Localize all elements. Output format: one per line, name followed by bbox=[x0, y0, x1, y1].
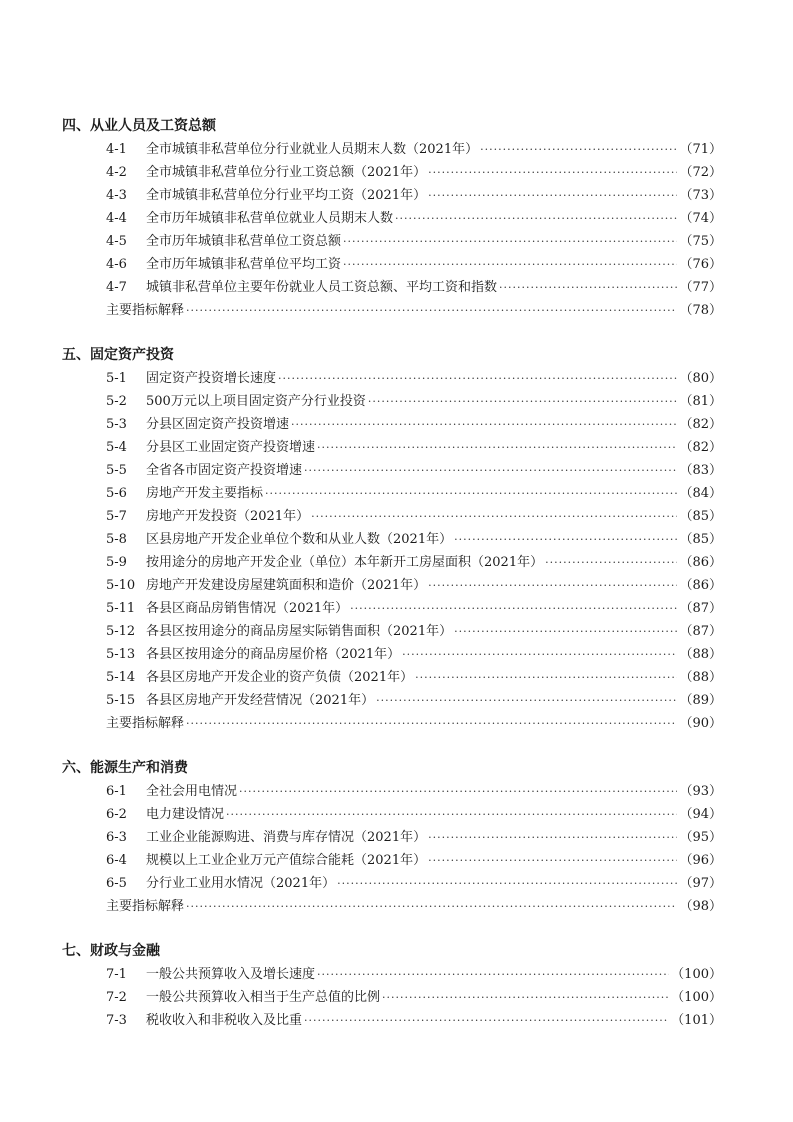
dot-leader bbox=[317, 963, 669, 986]
entry-title: 全市城镇非私营单位分行业工资总额（2021年） bbox=[146, 165, 427, 180]
entry-page: （81） bbox=[679, 394, 722, 409]
toc-entry[interactable] bbox=[62, 528, 722, 551]
entry-number: 5-8 bbox=[106, 532, 127, 547]
entry-title: 各县区房地产开发企业的资产负债（2021年） bbox=[146, 670, 414, 685]
toc-entry[interactable] bbox=[62, 574, 722, 597]
entry-page: （88） bbox=[679, 670, 722, 685]
entry-number: 6-4 bbox=[106, 853, 127, 868]
dot-leader bbox=[368, 390, 678, 413]
toc-entry[interactable] bbox=[62, 459, 722, 482]
entry-page: （93） bbox=[679, 784, 722, 799]
toc-entry[interactable] bbox=[62, 413, 722, 436]
dot-leader bbox=[239, 780, 677, 803]
entry-title: 城镇非私营单位主要年份就业人员工资总额、平均工资和指数 bbox=[146, 280, 498, 295]
entry-page: （88） bbox=[679, 647, 722, 662]
entry-number: 4-7 bbox=[106, 280, 127, 295]
entry-number: 4-1 bbox=[106, 142, 127, 157]
entry-number: 5-15 bbox=[106, 693, 136, 708]
entry-title: 分县区固定资产投资增速 bbox=[146, 417, 290, 432]
entry-page: （80） bbox=[679, 371, 722, 386]
entry-title: 全市城镇非私营单位分行业平均工资（2021年） bbox=[146, 188, 427, 203]
dot-leader bbox=[343, 230, 677, 253]
dot-leader bbox=[499, 276, 677, 299]
dot-leader bbox=[395, 207, 677, 230]
entry-title: 全市历年城镇非私营单位就业人员期末人数 bbox=[146, 211, 394, 226]
dot-leader bbox=[304, 459, 677, 482]
entry-title: 分行业工业用水情况（2021年） bbox=[146, 876, 336, 891]
entry-title: 电力建设情况 bbox=[146, 807, 225, 822]
dot-leader bbox=[337, 872, 677, 895]
entry-title: 税收收入和非税收入及比重 bbox=[146, 1013, 303, 1028]
toc-entry[interactable] bbox=[62, 666, 722, 689]
entry-number: 5-14 bbox=[106, 670, 136, 685]
toc-entry[interactable] bbox=[62, 276, 722, 299]
entry-title: 按用途分的房地产开发企业（单位）本年新开工房屋面积（2021年） bbox=[146, 555, 544, 570]
entry-title: 房地产开发建设房屋建筑面积和造价（2021年） bbox=[146, 578, 427, 593]
entry-title: 一般公共预算收入及增长速度 bbox=[146, 967, 316, 982]
toc-entry[interactable] bbox=[62, 780, 722, 803]
entry-title: 主要指标解释 bbox=[106, 899, 185, 914]
entry-page: （75） bbox=[679, 234, 722, 249]
entry-title: 房地产开发投资（2021年） bbox=[146, 509, 310, 524]
table-of-contents bbox=[62, 115, 722, 1054]
toc-section bbox=[62, 940, 722, 1032]
entry-number: 5-12 bbox=[106, 624, 136, 639]
entry-page: （85） bbox=[679, 532, 722, 547]
entry-page: （82） bbox=[679, 440, 722, 455]
toc-entry[interactable] bbox=[62, 436, 722, 459]
entry-page: （101） bbox=[671, 1013, 722, 1028]
dot-leader bbox=[545, 551, 677, 574]
toc-entry[interactable] bbox=[62, 643, 722, 666]
entry-title: 一般公共预算收入相当于生产总值的比例 bbox=[146, 990, 381, 1005]
entry-page: （73） bbox=[679, 188, 722, 203]
entry-number: 5-7 bbox=[106, 509, 127, 524]
dot-leader bbox=[480, 138, 677, 161]
dot-leader bbox=[317, 436, 677, 459]
dot-leader bbox=[304, 1009, 669, 1032]
toc-entry[interactable] bbox=[62, 230, 722, 253]
toc-entry[interactable] bbox=[62, 161, 722, 184]
entry-page: （86） bbox=[679, 578, 722, 593]
entry-page: （77） bbox=[679, 280, 722, 295]
entry-page: （97） bbox=[679, 876, 722, 891]
toc-entry[interactable] bbox=[62, 184, 722, 207]
toc-entry[interactable] bbox=[62, 826, 722, 849]
toc-entry[interactable] bbox=[62, 551, 722, 574]
entry-page: （72） bbox=[679, 165, 722, 180]
dot-leader bbox=[265, 482, 677, 505]
entry-number: 6-3 bbox=[106, 830, 127, 845]
entry-title: 区县房地产开发企业单位个数和从业人数（2021年） bbox=[146, 532, 453, 547]
entry-number: 5-10 bbox=[106, 578, 136, 593]
entry-number: 5-4 bbox=[106, 440, 127, 455]
entry-number: 4-5 bbox=[106, 234, 127, 249]
toc-entry[interactable] bbox=[62, 620, 722, 643]
entry-number: 5-9 bbox=[106, 555, 127, 570]
toc-entry[interactable] bbox=[62, 803, 722, 826]
entry-title: 各县区按用途分的商品房屋实际销售面积（2021年） bbox=[146, 624, 453, 639]
entry-number: 7-3 bbox=[106, 1013, 127, 1028]
toc-entry[interactable] bbox=[62, 207, 722, 230]
entry-page: （100） bbox=[671, 990, 722, 1005]
entry-number: 5-2 bbox=[106, 394, 127, 409]
dot-leader bbox=[428, 161, 677, 184]
dot-leader bbox=[186, 299, 677, 322]
entry-page: （90） bbox=[679, 716, 722, 731]
entry-number: 4-2 bbox=[106, 165, 127, 180]
entry-number: 6-2 bbox=[106, 807, 127, 822]
dot-leader bbox=[186, 712, 677, 735]
entry-number: 5-6 bbox=[106, 486, 127, 501]
entry-page: （84） bbox=[679, 486, 722, 501]
entry-title: 全市历年城镇非私营单位平均工资 bbox=[146, 257, 342, 272]
entry-title: 500万元以上项目固定资产分行业投资 bbox=[146, 394, 366, 409]
toc-entry[interactable] bbox=[62, 138, 722, 161]
entry-number: 7-2 bbox=[106, 990, 127, 1005]
entry-number: 7-1 bbox=[106, 967, 127, 982]
entry-number: 4-4 bbox=[106, 211, 127, 226]
entry-number: 5-5 bbox=[106, 463, 127, 478]
dot-leader bbox=[291, 413, 677, 436]
section-title: 四、从业人员及工资总额 bbox=[62, 118, 216, 134]
entry-page: （83） bbox=[679, 463, 722, 478]
dot-leader bbox=[226, 803, 677, 826]
dot-leader bbox=[454, 528, 677, 551]
toc-entry[interactable] bbox=[62, 895, 722, 918]
entry-page: （76） bbox=[679, 257, 722, 272]
entry-page: （89） bbox=[679, 693, 722, 708]
section-title: 七、财政与金融 bbox=[62, 943, 160, 959]
entry-page: （86） bbox=[679, 555, 722, 570]
entry-page: （87） bbox=[679, 601, 722, 616]
toc-section bbox=[62, 757, 722, 918]
entry-number: 5-1 bbox=[106, 371, 127, 386]
entry-page: （78） bbox=[679, 303, 722, 318]
toc-entry[interactable] bbox=[62, 963, 722, 986]
entry-page: （71） bbox=[679, 142, 722, 157]
toc-entry[interactable] bbox=[62, 597, 722, 620]
entry-page: （85） bbox=[679, 509, 722, 524]
dot-leader bbox=[350, 597, 677, 620]
dot-leader bbox=[343, 253, 677, 276]
entry-number: 5-11 bbox=[106, 601, 136, 616]
entry-page: （98） bbox=[679, 899, 722, 914]
toc-entry[interactable] bbox=[62, 390, 722, 413]
dot-leader bbox=[415, 666, 677, 689]
entry-number: 6-5 bbox=[106, 876, 127, 891]
toc-section bbox=[62, 344, 722, 735]
entry-title: 全社会用电情况 bbox=[146, 784, 238, 799]
entry-page: （74） bbox=[679, 211, 722, 226]
entry-title: 主要指标解释 bbox=[106, 303, 185, 318]
toc-entry[interactable] bbox=[62, 712, 722, 735]
entry-title: 工业企业能源购进、消费与库存情况（2021年） bbox=[146, 830, 427, 845]
entry-title: 各县区商品房销售情况（2021年） bbox=[146, 601, 349, 616]
entry-title: 主要指标解释 bbox=[106, 716, 185, 731]
section-title: 五、固定资产投资 bbox=[62, 347, 174, 363]
entry-title: 全省各市固定资产投资增速 bbox=[146, 463, 303, 478]
dot-leader bbox=[278, 367, 677, 390]
toc-entry[interactable] bbox=[62, 1009, 722, 1032]
entry-title: 固定资产投资增长速度 bbox=[146, 371, 277, 386]
toc-entry[interactable] bbox=[62, 505, 722, 528]
toc-entry[interactable] bbox=[62, 872, 722, 895]
toc-entry[interactable] bbox=[62, 253, 722, 276]
entry-page: （96） bbox=[679, 853, 722, 868]
entry-title: 全市历年城镇非私营单位工资总额 bbox=[146, 234, 342, 249]
toc-entry[interactable] bbox=[62, 367, 722, 390]
dot-leader bbox=[428, 184, 677, 207]
dot-leader bbox=[402, 643, 677, 666]
entry-page: （100） bbox=[671, 967, 722, 982]
dot-leader bbox=[376, 689, 677, 712]
dot-leader bbox=[382, 986, 669, 1009]
entry-number: 5-13 bbox=[106, 647, 136, 662]
entry-page: （95） bbox=[679, 830, 722, 845]
dot-leader bbox=[454, 620, 677, 643]
entry-title: 全市城镇非私营单位分行业就业人员期末人数（2021年） bbox=[146, 142, 479, 157]
entry-number: 6-1 bbox=[106, 784, 127, 799]
entry-number: 4-6 bbox=[106, 257, 127, 272]
section-title: 六、能源生产和消费 bbox=[62, 760, 188, 776]
dot-leader bbox=[428, 826, 677, 849]
entry-number: 5-3 bbox=[106, 417, 127, 432]
toc-entry[interactable] bbox=[62, 482, 722, 505]
entry-page: （94） bbox=[679, 807, 722, 822]
dot-leader bbox=[186, 895, 677, 918]
entry-title: 各县区按用途分的商品房屋价格（2021年） bbox=[146, 647, 401, 662]
entry-title: 房地产开发主要指标 bbox=[146, 486, 264, 501]
dot-leader bbox=[311, 505, 677, 528]
entry-page: （87） bbox=[679, 624, 722, 639]
entry-title: 分县区工业固定资产投资增速 bbox=[146, 440, 316, 455]
entry-number: 4-3 bbox=[106, 188, 127, 203]
entry-title: 规模以上工业企业万元产值综合能耗（2021年） bbox=[146, 853, 427, 868]
dot-leader bbox=[428, 574, 677, 597]
toc-entry[interactable] bbox=[62, 849, 722, 872]
entry-title: 各县区房地产开发经营情况（2021年） bbox=[146, 693, 375, 708]
toc-entry[interactable] bbox=[62, 986, 722, 1009]
toc-entry[interactable] bbox=[62, 299, 722, 322]
toc-entry[interactable] bbox=[62, 689, 722, 712]
dot-leader bbox=[428, 849, 677, 872]
entry-page: （82） bbox=[679, 417, 722, 432]
toc-section bbox=[62, 115, 722, 322]
